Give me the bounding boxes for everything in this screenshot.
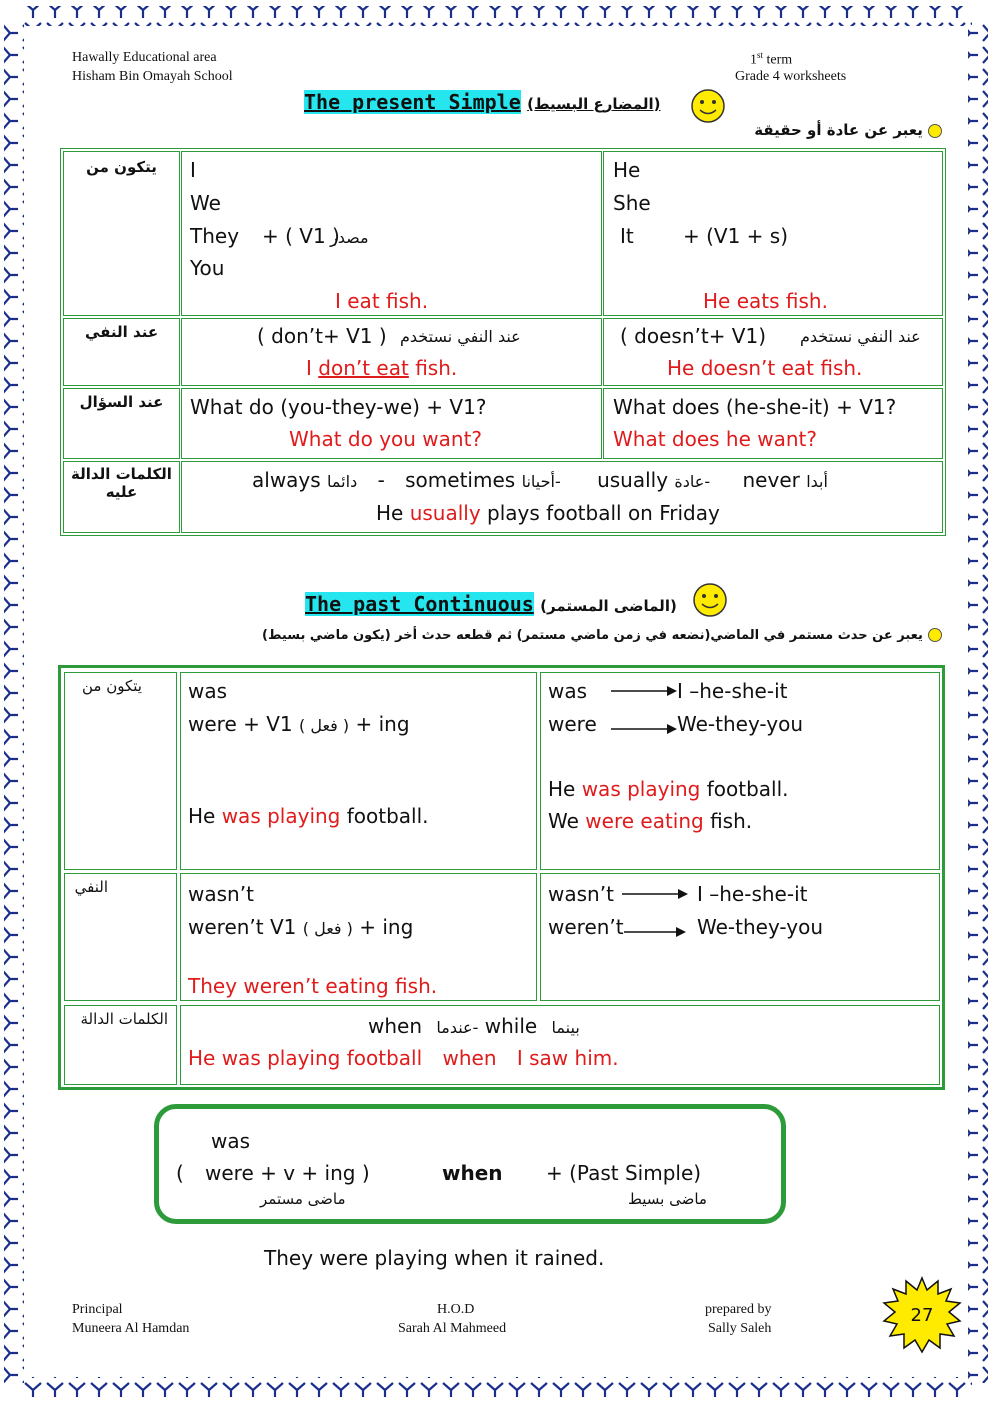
pc-r-was: was bbox=[548, 679, 588, 703]
term-sup: st bbox=[757, 50, 764, 60]
header-term bbox=[750, 50, 792, 69]
ps-formula-left-ar: مصدر bbox=[330, 228, 369, 247]
fb-open: ( bbox=[176, 1161, 184, 1185]
smiley-icon bbox=[690, 88, 726, 124]
page-number: 27 bbox=[910, 1305, 934, 1326]
ps-row1-label: يتكون من bbox=[86, 158, 157, 176]
pc-label-cell-1 bbox=[64, 672, 177, 870]
final-example: They were playing when it rained. bbox=[264, 1246, 605, 1270]
ps-formula-left: + ( V1 ) bbox=[262, 224, 340, 248]
ps-negative-ar-right: عند النفي نستخدم bbox=[800, 327, 921, 346]
pc-formula-ar: ( فعل ) bbox=[299, 716, 350, 735]
fb-rest: + (Past Simple) bbox=[546, 1161, 702, 1185]
neg-ex-subject: I bbox=[306, 356, 312, 380]
ps-negative-formula-right: ( doesn’t+ V1) bbox=[620, 324, 767, 348]
pc-rex1-subject: He bbox=[548, 777, 576, 801]
kw-sometimes: sometimes bbox=[405, 468, 516, 492]
bullet-icon bbox=[928, 124, 942, 138]
ps-question-formula-right: What does (he-she-it) + V1? bbox=[613, 395, 897, 419]
kw-always-ar: دائما bbox=[327, 472, 358, 491]
term-word: term bbox=[766, 52, 793, 68]
present-simple-desc-row bbox=[754, 120, 942, 139]
past-continuous-desc: يعبر عن حدث مستمر في الماضي(نضعه في زمن ماضي مستمر) ثم قطعه حدث أخر (يكون ماضي بسيط) bbox=[262, 628, 923, 643]
pc-r-wasnt: wasn’t bbox=[548, 882, 614, 906]
pc-keyword-example bbox=[188, 1046, 619, 1070]
term-number: 1 bbox=[750, 52, 757, 68]
arrow-icon bbox=[611, 685, 677, 697]
ps-keyword-example bbox=[376, 501, 720, 525]
past-continuous-title-ar: (الماضى المستمر) bbox=[540, 597, 677, 615]
past-continuous-desc-row bbox=[262, 624, 942, 643]
pc-rex2-subject: We bbox=[548, 809, 579, 833]
fb-ar-left: ماضى مستمر bbox=[260, 1190, 346, 1208]
pc-ex-subject: He bbox=[188, 804, 216, 828]
pc-label-cell-2 bbox=[64, 873, 177, 1001]
pc-kw-ex-when: when bbox=[442, 1046, 497, 1070]
kw-never: never bbox=[742, 468, 800, 492]
fb-ar-right: ماضى بسيط bbox=[628, 1190, 707, 1208]
kw-when: when bbox=[368, 1014, 423, 1038]
arrow-icon bbox=[624, 926, 686, 938]
ps-negative-example-left bbox=[306, 356, 457, 380]
kw-while-ar: بينما bbox=[551, 1018, 580, 1037]
footer-principal-title: Principal bbox=[72, 1302, 123, 1317]
ps-row2-label: عند النفي bbox=[84, 323, 159, 341]
arrow-icon bbox=[611, 723, 677, 735]
pronoun-she: She bbox=[613, 191, 651, 215]
pc-r-werent: weren’t bbox=[548, 915, 624, 939]
pc-row2-label: النفي bbox=[74, 878, 108, 896]
ps-label-cell-3 bbox=[63, 388, 180, 459]
ps-label-cell-2 bbox=[63, 318, 180, 386]
kw-ex-subject: He bbox=[376, 501, 404, 525]
pc-ex-verb: was playing bbox=[221, 804, 341, 828]
pc-r-was-target: I –he-she-it bbox=[677, 679, 788, 703]
footer-prepared-name: Sally Saleh bbox=[708, 1321, 772, 1336]
ps-negative-formula-left: ( don’t+ V1 ) bbox=[257, 324, 387, 348]
pc-r-wasnt-target: I –he-she-it bbox=[697, 882, 808, 906]
pc-formula-start: were + V1 bbox=[188, 712, 293, 736]
pronoun-you: You bbox=[190, 256, 225, 280]
pc-example-left bbox=[188, 804, 429, 828]
ps-row4-label-1: الكلمات الدالة bbox=[71, 465, 172, 483]
kw-never-ar: أبدا bbox=[806, 472, 828, 491]
pronoun-we: We bbox=[190, 191, 221, 215]
past-continuous-title bbox=[305, 592, 677, 616]
pronoun-they: They bbox=[190, 224, 240, 248]
ps-row3-label: عند السؤال bbox=[79, 393, 164, 411]
kw-sep: - bbox=[377, 468, 385, 492]
present-simple-title bbox=[304, 90, 661, 114]
kw-ex-rest: plays football on Friday bbox=[487, 501, 720, 525]
header-school: Hisham Bin Omayah School bbox=[72, 69, 233, 84]
pc-r-example-1 bbox=[548, 777, 789, 801]
arrow-icon bbox=[622, 888, 688, 900]
ps-negative-ar-left: عند النفي نستخدم bbox=[400, 327, 521, 346]
pc-neg-formula-end: + ing bbox=[359, 915, 414, 939]
pc-kw-ex-c: I saw him. bbox=[516, 1046, 619, 1070]
present-simple-desc: يعبر عن عادة أو حقيقة bbox=[754, 121, 923, 139]
pc-rex1-verb: was playing bbox=[581, 777, 701, 801]
pc-rex2-verb: were eating bbox=[585, 809, 704, 833]
pc-formula bbox=[188, 712, 410, 736]
kw-always: always bbox=[252, 468, 321, 492]
header-area: Hawally Educational area bbox=[72, 50, 217, 65]
fb-was: was bbox=[211, 1129, 251, 1153]
ps-row4-label-2: عليه bbox=[105, 483, 138, 501]
header-grade: Grade 4 worksheets bbox=[735, 69, 847, 84]
past-continuous-title-en: The past Continuous bbox=[305, 592, 534, 616]
present-simple-title-ar: (المضارع البسيط) bbox=[527, 95, 661, 113]
pc-wasnt: wasn’t bbox=[188, 882, 254, 906]
pc-row1-left bbox=[180, 672, 537, 870]
bullet-icon-2 bbox=[928, 628, 942, 642]
pc-row3-label: الكلمات الدالة bbox=[80, 1010, 168, 1028]
pc-r-were-target: We-they-you bbox=[677, 712, 804, 736]
pc-rex2-object: fish. bbox=[710, 809, 753, 833]
pronoun-he: He bbox=[613, 158, 641, 182]
ps-formula-right: + (V1 + s) bbox=[683, 224, 789, 248]
ps-keywords-line bbox=[252, 468, 828, 492]
footer-hod-name: Sarah Al Mahmeed bbox=[398, 1321, 507, 1336]
pc-formula-end: + ing bbox=[355, 712, 410, 736]
ps-negative-example-right: He doesn’t eat fish. bbox=[667, 356, 863, 380]
fb-were: were + v + ing ) bbox=[205, 1161, 370, 1185]
kw-ex-adverb: usually bbox=[409, 501, 481, 525]
pc-r-werent-target: We-they-you bbox=[697, 915, 824, 939]
fb-when: when bbox=[442, 1161, 503, 1185]
pc-r-example-2 bbox=[548, 809, 752, 833]
pc-keywords-line bbox=[368, 1014, 580, 1038]
ps-example-right: He eats fish. bbox=[703, 289, 828, 313]
neg-ex-object: fish. bbox=[415, 356, 458, 380]
ps-question-example-right: What does he want? bbox=[613, 427, 818, 451]
footer-hod-title: H.O.D bbox=[437, 1302, 475, 1317]
pc-neg-formula bbox=[188, 915, 413, 939]
footer-prepared-title: prepared by bbox=[705, 1302, 772, 1317]
pc-ex-object: football. bbox=[346, 804, 429, 828]
pronoun-it: It bbox=[620, 224, 634, 248]
pc-neg-example: They weren’t eating fish. bbox=[188, 974, 438, 998]
ps-label-cell-4 bbox=[63, 461, 180, 533]
ps-question-example-left: What do you want? bbox=[289, 427, 483, 451]
kw-usually: usually bbox=[597, 468, 669, 492]
kw-sometimes-ar: أحيانا- bbox=[521, 472, 561, 491]
ps-label-cell-1 bbox=[63, 151, 180, 316]
pc-rex1-object: football. bbox=[706, 777, 789, 801]
ps-question-formula-left: What do (you-they-we) + V1? bbox=[190, 395, 487, 419]
pronoun-i: I bbox=[190, 158, 196, 182]
smiley-icon-2 bbox=[692, 580, 728, 620]
pc-neg-formula-start: weren’t V1 bbox=[188, 915, 297, 939]
pc-was: was bbox=[188, 679, 228, 703]
present-simple-title-en: The present Simple bbox=[304, 90, 521, 114]
pc-kw-ex-a: He was playing football bbox=[188, 1046, 423, 1070]
neg-ex-verb: don’t eat bbox=[318, 356, 409, 380]
pc-neg-formula-ar: ( فعل ) bbox=[302, 919, 353, 938]
kw-while: while bbox=[484, 1014, 538, 1038]
pc-r-were: were bbox=[548, 712, 597, 736]
pc-label-cell-3 bbox=[64, 1005, 177, 1085]
kw-when-ar: عندما- bbox=[436, 1018, 479, 1037]
footer-principal-name: Muneera Al Hamdan bbox=[72, 1321, 190, 1336]
ps-example-left: I eat fish. bbox=[335, 289, 429, 313]
kw-usually-ar: عادة- bbox=[674, 472, 711, 491]
pc-row1-label: يتكون من bbox=[82, 677, 142, 695]
